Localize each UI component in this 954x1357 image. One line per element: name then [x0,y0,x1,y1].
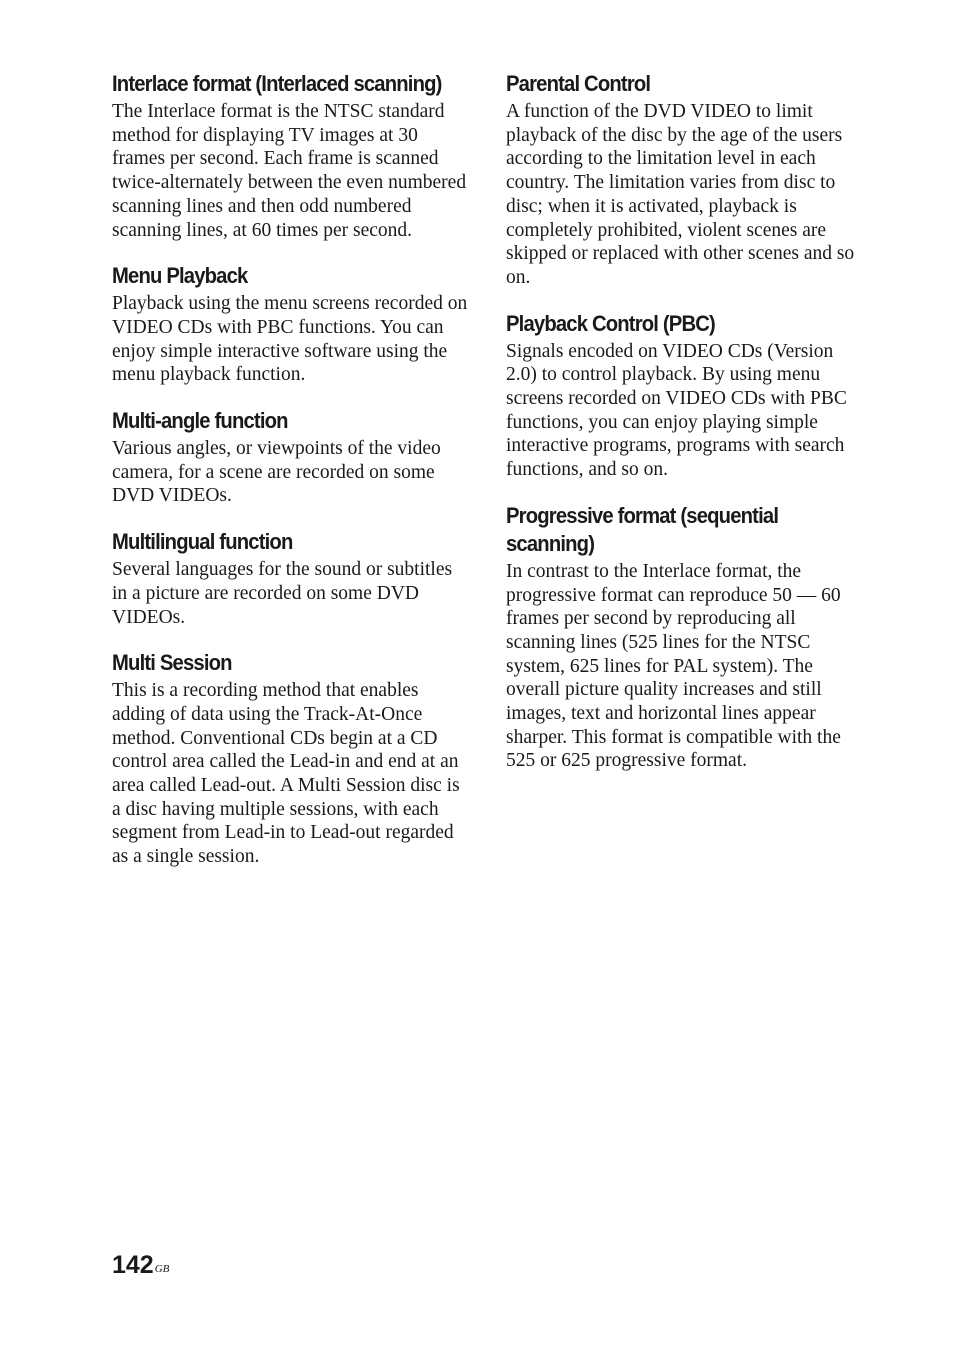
entry-definition: A function of the DVD VIDEO to limit playback of the disc by the age of the users according to the limitation level in each country. The limitation varies from disc to disc; when it is activated, playback is completely prohibited, violent scenes are skipped or replaced with other scenes and so on. [506,101,855,288]
entry-term: Multi Session [112,650,232,676]
glossary-entry-multilingual-function [112,528,468,629]
entry-definition: Signals encoded on VIDEO CDs (Version 2.0) to control playback. By using menu screens recorded on VIDEO CDs with PBC functions, you can enjoy playing simple interactive programs, programs with search functions, and so on. [506,340,847,481]
entry-term: Interlace format (Interlaced scanning) [112,71,442,96]
glossary-entry-interlace-format [112,70,468,242]
entry-term: Parental Control [506,71,651,96]
region-code: GB [154,1263,170,1275]
glossary-entry-multi-angle-function [112,407,468,508]
glossary-entry-parental-control [506,70,862,290]
left-column [112,70,468,889]
glossary-entry-menu-playback [112,262,468,387]
entry-definition: This is a recording method that enables adding of data using the Track-At-Once method. Conventional CDs begin at a CD control area called the Lead-in and end at an area called Lead-out. A Multi Session disc is a disc having multiple sessions, with each segment from Lead-in to Lead-out regarded as a single session. [112,680,460,868]
entry-definition: Playback using the menu screens recorded on VIDEO CDs with PBC functions. You can enjoy simple interactive software using the menu playback function. [112,293,468,386]
entry-definition: In contrast to the Interlace format, the progressive format can reproduce 50 — 60 frames per second by reproducing all scanning lines (525 lines for the NTSC system, 625 lines for PAL system). The overall picture quality increases and still images, text and horizontal lines appear sharper. This format is compatible with the 525 or 625 progressive format. [506,560,841,772]
glossary-entry-playback-control [506,310,862,482]
page-number-value: 142 [112,1251,154,1279]
entry-term: Playback Control (PBC) [506,310,715,336]
glossary-entry-progressive-format [506,502,862,773]
glossary-entry-multi-session [112,649,468,869]
entry-term: Progressive format (sequential scanning) [506,502,779,556]
right-column [506,70,862,793]
entry-term: Multi-angle function [112,408,288,434]
entry-definition: Various angles, or viewpoints of the video camera, for a scene are recorded on some DVD VIDEOs. [112,438,441,507]
entry-term: Menu Playback [112,263,248,289]
entry-term: Multilingual function [112,529,293,555]
entry-definition: The Interlace format is the NTSC standard method for displaying TV images at 30 frames per second. Each frame is scanned twice-alternately between the even numbered scanning lines and then odd numbered scanning lines, at 60 times per second. [112,101,467,241]
page-number [112,1248,169,1282]
entry-definition: Several languages for the sound or subtitles in a picture are recorded on some DVD VIDEOs. [112,559,453,628]
